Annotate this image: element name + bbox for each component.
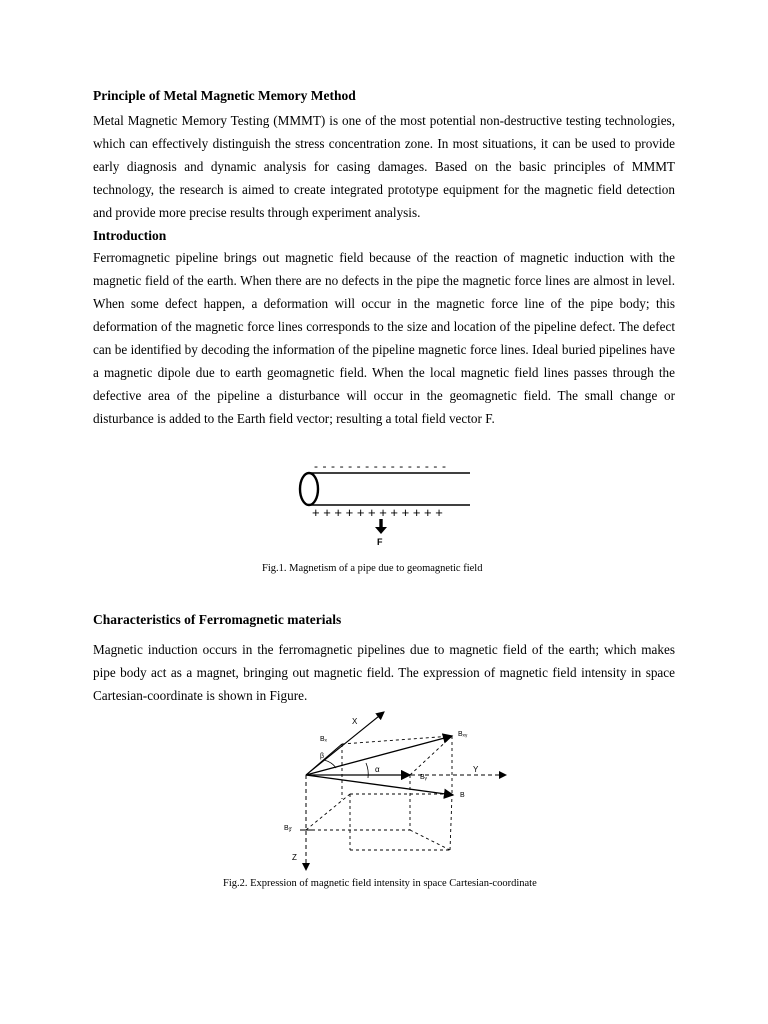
figure2-caption: Fig.2. Expression of magnetic field intensity in space Cartesian-coordinate — [223, 878, 537, 889]
alpha-arc — [366, 763, 368, 778]
z-axis-label: Z — [292, 853, 297, 862]
alpha-label: α — [375, 765, 380, 774]
force-arrow-head — [375, 527, 387, 534]
x-axis-label: X — [352, 717, 358, 726]
by-label: Bᵧ — [420, 774, 427, 781]
b-label: B — [460, 792, 465, 799]
bx-label: Bₓ — [320, 736, 327, 743]
pipe-top-negative-charges: - - - - - - - - - - - - - - - - — [314, 459, 447, 473]
figure2-coordinate-diagram — [280, 708, 520, 878]
bz-label: B𝓏 — [284, 825, 292, 832]
beta-label: β — [320, 753, 325, 760]
figure1-caption: Fig.1. Magnetism of a pipe due to geomagnetic field — [262, 563, 483, 574]
section-heading-introduction: Introduction — [93, 228, 167, 243]
pipe-bottom-positive-charges: + + + + + + + + + + + + — [312, 505, 443, 520]
principle-paragraph: Metal Magnetic Memory Testing (MMMT) is one of the most potential non-destructive testing technologies, which can effectively distinguish the stress concentration zone. In most situations, it can be used to provide early diagnosis and dynamic analysis for casing damages. Based on the basic principles of MMMT technology, the research is aimed to create integrated prototype equipment for the magnetic field detection and provide more precise results through experiment analysis. — [93, 113, 675, 220]
section-heading-principle: Principle of Metal Magnetic Memory Method — [93, 88, 356, 103]
section-heading-characteristics: Characteristics of Ferromagnetic materials — [93, 612, 342, 627]
y-axis-label: Y — [473, 765, 479, 774]
projection-box — [306, 736, 452, 850]
force-label: F — [377, 537, 383, 547]
pipe-end-ellipse — [300, 473, 318, 505]
characteristics-paragraph: Magnetic induction occurs in the ferromagnetic pipelines due to magnetic field of the earth; which makes pipe body act as a magnet, bringing out magnetic field. The expression of magnetic field intensity in space Cartesian-coordinate is shown in Figure. — [93, 642, 675, 703]
figure1-pipe-diagram — [292, 458, 482, 548]
introduction-paragraph: Ferromagnetic pipeline brings out magnetic field because of the reaction of magnetic induction with the magnetic field of the earth. When there are no defects in the pipe the magnetic force lines are almost in level. When some defect happen, a deformation will occur in the magnetic force line of the pipe body; this deformation of the magnetic force lines corresponds to the size and location of the pipeline defect. The defect can be identified by decoding the information of the pipeline magnetic force lines. Ideal buried pipelines have a magnetic dipole due to earth geomagnetic field. When the local magnetic field lines passes through the defective area of the pipeline a disturbance will occur in the geomagnetic field. The small change or disturbance is added to the Earth field vector; resulting a total field vector F. — [93, 250, 675, 426]
b-vector — [306, 775, 453, 795]
bxy-label: Bₓᵧ — [458, 731, 468, 738]
